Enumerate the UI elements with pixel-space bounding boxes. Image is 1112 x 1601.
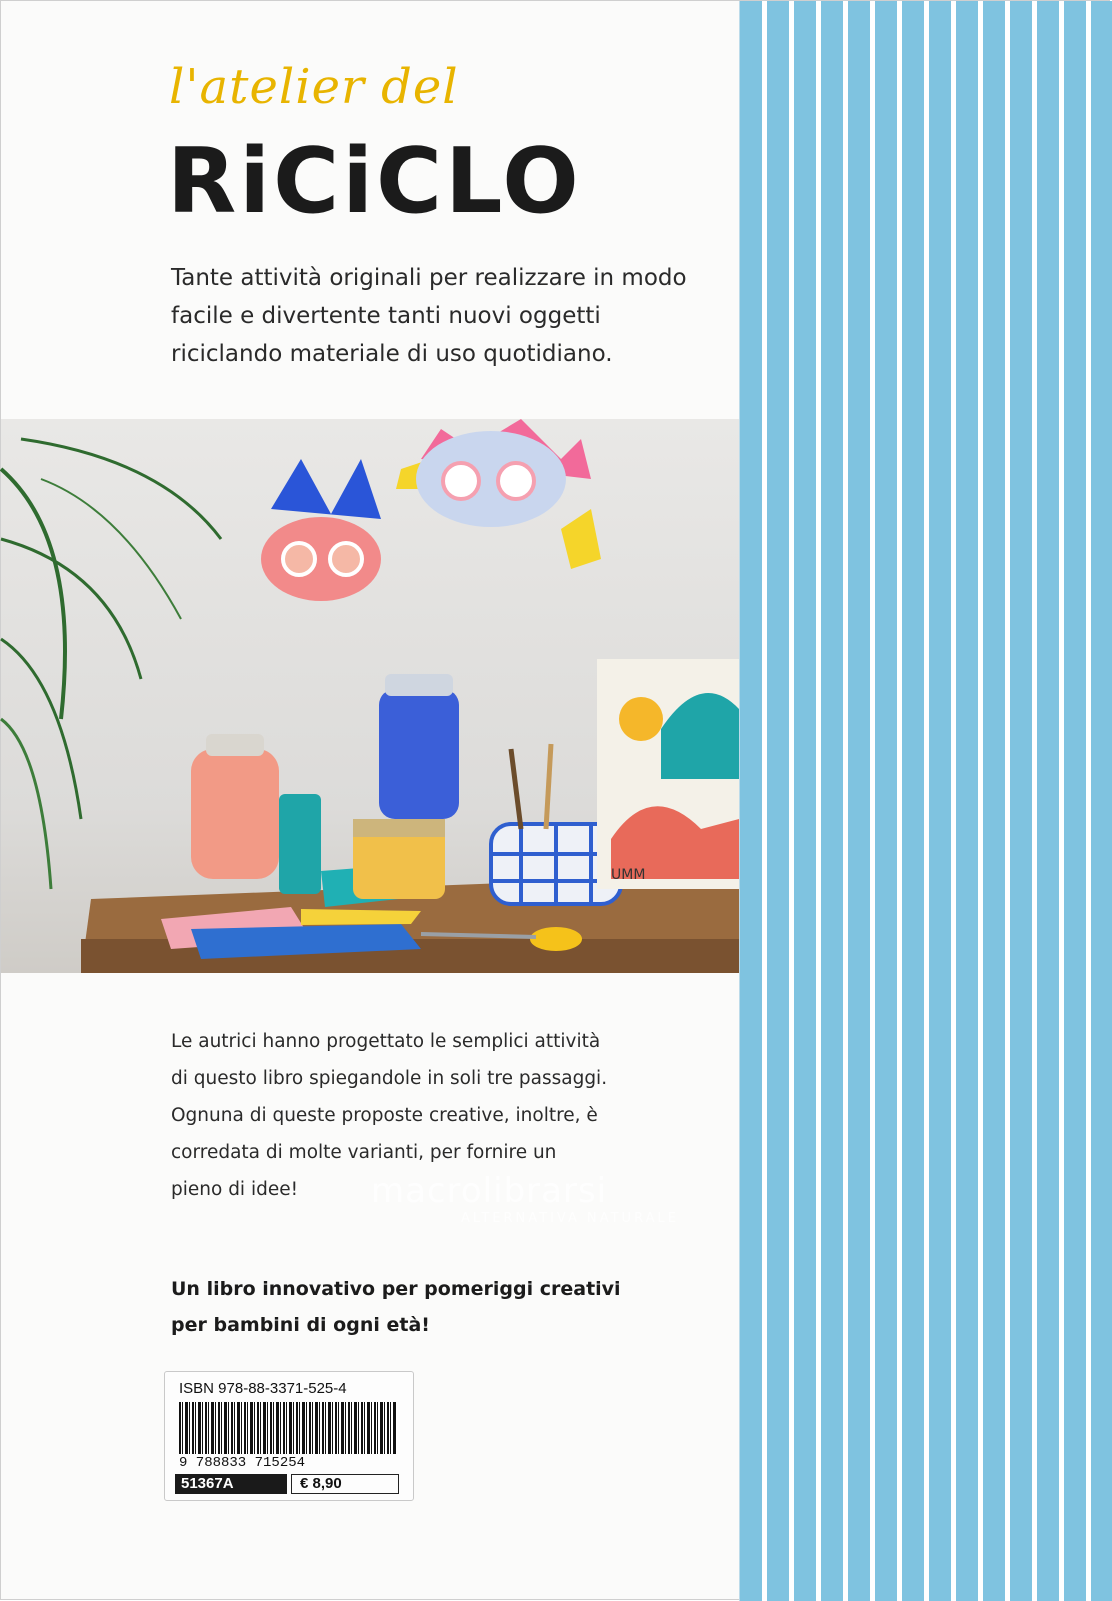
watermark-subtitle: ALTERNATIVA NATURALE xyxy=(461,1211,679,1226)
blue-feathers xyxy=(271,459,381,519)
barcode-label xyxy=(164,1371,414,1501)
craft-scene-illustration xyxy=(1,419,739,973)
ean-number: 9 788833 715254 xyxy=(179,1455,306,1471)
blue-jar xyxy=(379,689,459,819)
drawing-label: UMM xyxy=(611,867,646,883)
isbn-text: ISBN 978-88-3371-525-4 xyxy=(179,1380,347,1397)
product-code: 51367A xyxy=(175,1474,287,1494)
striped-spine-panel xyxy=(739,1,1112,1601)
description-text: Le autrici hanno progettato le semplici attività di questo libro spiegandole in soli tre passaggi. Ognuna di queste proposte creative, inoltre, è corredata di molte varianti, per fornire un pieno di idee! xyxy=(171,1031,608,1200)
palm-plant xyxy=(1,469,65,719)
yellow-paper xyxy=(301,909,421,925)
barcode-bars xyxy=(179,1402,397,1454)
pink-mask xyxy=(416,431,566,527)
watermark: macrolibrarsi xyxy=(371,1171,608,1211)
teal-roll xyxy=(279,794,321,894)
title-main: RiCiCLO xyxy=(167,129,582,234)
price-tag: € 8,90 xyxy=(291,1474,399,1494)
scissors xyxy=(530,927,582,951)
pink-jar xyxy=(191,749,279,879)
intro-text: Tante attività originali per realizzare in modo facile e divertente tanti nuovi oggetti riciclando materiale di uso quotidiano. xyxy=(171,265,687,367)
tagline: Un libro innovativo per pomeriggi creativi per bambini di ogni età! xyxy=(171,1278,621,1336)
title-script: l'atelier del xyxy=(169,59,459,115)
